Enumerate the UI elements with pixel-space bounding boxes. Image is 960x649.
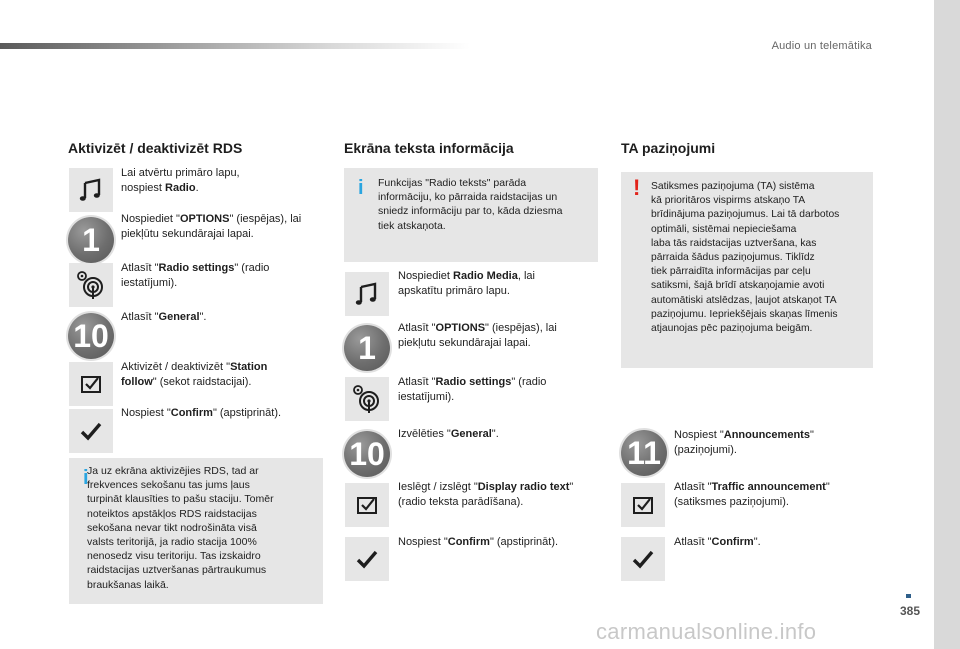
page-number: 385	[900, 604, 921, 618]
ta-step-confirm: Atlasīt "Confirm".	[674, 536, 761, 548]
step-number-badge: 1	[68, 217, 114, 263]
section-title-rds: Aktivizēt / deaktivizēt RDS	[68, 140, 243, 156]
watermark-text: carmanualsonline.info	[596, 619, 817, 644]
ta-warning-text: Satiksmes paziņojuma (TA) sistēma kā prioritāros vispirms atskaņo TA brīdinājuma paziņojumus. Lai tā darbotos optimāli, sistēmai nepieciešama laba tās raidstacijas uztveršana, kas pārraida šādus paziņojumus. Tiklīdz tiek pārraidīta informācijas par ceļu satiksmi, šajā brīdī atskaņojamie avoti automātiski atslēdzas, ļaujot atskaņot TA paziņojumu. Iepriekšējais skaņas līmenis atjaunojas pēc paziņojuma beigām.	[651, 181, 840, 335]
page-marker	[906, 594, 911, 598]
rds-info-text: Ja uz ekrāna aktivizējies RDS, tad ar frekvences sekošanu tas jums ļaus turpināt klausīties to pašu staciju. Tomēr noteiktos apstākļos RDS raidstacijas sekošana nevar tikt nodrošināta visā valsts teritorijā, ja radio stacija 100% nenosedz visu teritoriju. Tas izskaidro raidstacijas uztveršanas pārtraukumus braukšanas laikā.	[87, 465, 274, 591]
rds-step-general: Atlasīt "General".	[121, 311, 207, 323]
checklist-icon	[69, 362, 113, 406]
checklist-icon	[345, 483, 389, 527]
ta-warning-note	[621, 172, 873, 368]
section-title-ta: TA paziņojumi	[621, 140, 716, 156]
radio-settings-icon	[69, 263, 113, 307]
checkmark-icon	[69, 409, 113, 453]
chapter-title: Audio un telemātika	[771, 40, 872, 52]
rds-step-station-follow: Aktivizēt / deaktivizēt "Station follow" (sekot raidstacijai).	[121, 361, 268, 388]
step-number-badge: 11	[621, 430, 667, 476]
ta-step-traffic-announcement: Atlasīt "Traffic announcement" (satiksmes paziņojumi).	[674, 481, 830, 508]
rds-step-radio-settings: Atlasīt "Radio settings" (radio iestatījumi).	[121, 262, 270, 289]
screen-text-step-general: Izvēlēties "General".	[398, 428, 499, 440]
header-gradient-bar	[0, 43, 470, 49]
rds-step-open-radio: Lai atvērtu primāro lapu, nospiest Radio.	[121, 167, 240, 194]
checklist-icon	[621, 483, 665, 527]
rds-step-confirm: Nospiest "Confirm" (apstiprināt).	[121, 407, 282, 419]
ta-step-announcements: Nospiest "Announcements" (paziņojumi).	[674, 429, 814, 456]
step-number-badge: 10	[344, 431, 390, 477]
music-note-icon	[345, 272, 389, 316]
rds-step-options: Nospiediet "OPTIONS" (iespējas), lai piekļūtu sekundārajai lapai.	[121, 213, 302, 240]
screen-text-info-text: Funkcijas "Radio teksts" parāda informāciju, ko pārraida raidstacijas un sniedz informāciju par to, kāda dziesma tiek atskaņota.	[378, 177, 563, 232]
screen-text-step-options: Atlasīt "OPTIONS" (iespējas), lai piekļutu sekundārajai lapai.	[398, 322, 557, 349]
info-icon: i	[358, 177, 364, 199]
warning-icon: !	[633, 175, 641, 200]
page-edge-strip	[934, 0, 960, 649]
screen-text-step-radio-media: Nospiediet Radio Media, lai apskatītu primāro lapu.	[398, 270, 535, 297]
checkmark-icon	[621, 537, 665, 581]
screen-text-step-confirm: Nospiest "Confirm" (apstiprināt).	[398, 536, 559, 548]
radio-settings-icon	[345, 377, 389, 421]
checkmark-icon	[345, 537, 389, 581]
music-note-icon	[69, 168, 113, 212]
screen-text-step-radio-settings: Atlasīt "Radio settings" (radio iestatījumi).	[398, 376, 547, 403]
screen-text-info-note	[344, 168, 598, 262]
rds-info-note	[69, 458, 323, 604]
info-icon: i	[83, 467, 89, 489]
screen-text-step-display-radio-text: Ieslēgt / izslēgt "Display radio text" (radio teksta parādīšana).	[398, 481, 574, 508]
section-title-screen-text: Ekrāna teksta informācija	[344, 140, 514, 156]
step-number-badge: 1	[344, 325, 390, 371]
step-number-badge: 10	[68, 313, 114, 359]
